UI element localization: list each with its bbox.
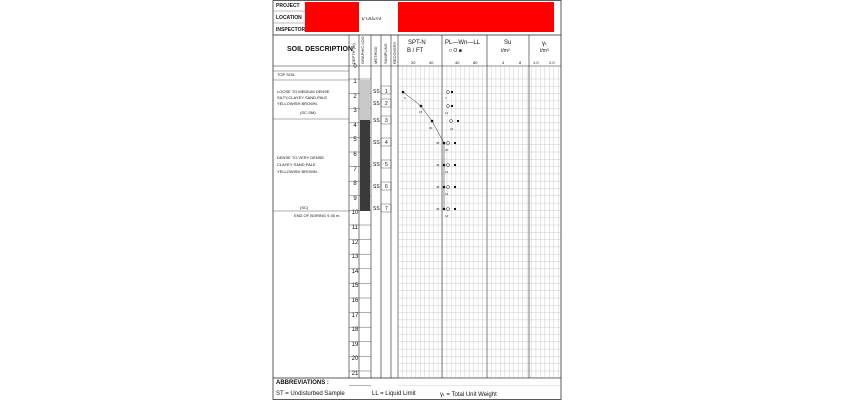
wn-value-2: 12 (445, 111, 449, 115)
sample-box-1 (381, 86, 391, 94)
spt-scale-20: 20 (411, 60, 416, 65)
depth-4: 4 (353, 123, 357, 129)
sample-6-method: SS (373, 184, 380, 190)
sample-1-no: 1 (385, 89, 388, 95)
layer2-line2: CLAYEY SAND,PALE (277, 162, 316, 167)
depth-0: 0 (353, 64, 357, 70)
wn-value-1: 7 (445, 96, 447, 100)
ll-point-6 (454, 186, 456, 188)
sample-1-method: SS (373, 89, 380, 95)
wn-point-3 (450, 120, 453, 123)
spt-value-4: 48 (436, 141, 440, 145)
spt-point-2 (420, 105, 423, 108)
wn-value-4: 20 (445, 148, 449, 152)
spt-point-6 (443, 186, 446, 189)
pl-title: PL—Wn—LL (445, 40, 481, 46)
spt-value-2: 15 (419, 110, 423, 114)
location-partial-text: บางปะกง (361, 16, 381, 22)
sample-5-method: SS (373, 162, 380, 168)
sample-box-3 (381, 116, 391, 124)
sampling-header: SAMPLING (383, 43, 388, 64)
wn-value-3: 23 (450, 127, 454, 131)
su-scale-4: 4 (502, 60, 505, 65)
depth-9: 9 (353, 196, 357, 202)
sample-6-no: 6 (385, 184, 388, 190)
abbreviations-title: ABBREVIATIONS : (276, 380, 329, 386)
location-label: LOCATION (276, 15, 302, 21)
abbrev-gt: γₜ = Total Unit Weight (440, 392, 497, 398)
spt-point-1 (402, 91, 405, 94)
pl-symbols: □ O ■ (449, 48, 462, 54)
depth-10: 10 (351, 210, 359, 216)
layer2-line1: DENSE TO VERY DENSE (277, 155, 325, 160)
spt-value-5: 48 (436, 163, 440, 167)
depth-5: 5 (353, 137, 357, 143)
su-scale-8: 8 (519, 60, 522, 65)
layer1-line2: SILTY,CLAYEY SAND,PALE (277, 95, 328, 100)
depth-11: 11 (351, 225, 359, 231)
layer1-line4: (SC-SM) (300, 110, 316, 115)
sample-box-5 (381, 160, 391, 168)
su-units: t/m² (501, 48, 510, 54)
gt-units: t/m³ (540, 48, 549, 54)
project-label: PROJECT (276, 3, 300, 9)
spt-point-3 (431, 120, 434, 123)
wn-value-7: 12 (445, 214, 449, 218)
spt-value-6: 48 (436, 185, 440, 189)
depth-16: 16 (351, 298, 359, 304)
spt-value-7: 48 (436, 207, 440, 211)
sample-box-6 (381, 182, 391, 190)
spt-point-4 (443, 142, 446, 145)
depth-21: 21 (351, 371, 359, 377)
sample-3-no: 3 (385, 118, 388, 124)
graphic-log-clayey-sand (360, 120, 370, 211)
depth-8: 8 (353, 181, 357, 187)
wn-point-2 (447, 105, 450, 108)
layer-top-soil: TOP SOIL (277, 72, 296, 77)
spt-units: B / FT (407, 48, 424, 54)
abbrev-ll: LL = Liquid Limit (372, 391, 416, 397)
layer1-line1: LOOSE TO MEDIUM DENSE (277, 89, 330, 94)
wn-point-5 (447, 164, 450, 167)
soil-description-header: SOIL DESCRIPTION (287, 46, 353, 53)
layer2-line3: YELLOWISH BROWN. (277, 169, 318, 174)
spt-title: SPT-N (408, 40, 426, 46)
wn-point-7 (447, 208, 450, 211)
depth-2: 2 (353, 94, 357, 100)
abbrev-st: ST = Undisturbed Sample (276, 391, 345, 397)
depth-6: 6 (353, 152, 357, 158)
spt-value-1: 6 (404, 96, 406, 100)
sheet-border (273, 1, 561, 400)
gt-scale-2: 2.0 (549, 60, 555, 65)
end-of-boring: END OF BORING 9.45 m. (294, 213, 341, 218)
spt-point-7 (443, 208, 446, 211)
depth-12: 12 (351, 240, 359, 246)
pl-scale-40: 40 (455, 60, 460, 65)
sample-box-2 (381, 99, 391, 107)
depth-15: 15 (351, 283, 359, 289)
depth-14: 14 (351, 269, 359, 275)
sample-2-no: 2 (385, 101, 388, 107)
depth-header: DEPTH (m) (351, 43, 356, 64)
depth-7: 7 (353, 167, 357, 173)
sample-2-method: SS (373, 101, 380, 107)
sample-5-no: 5 (385, 162, 388, 168)
wn-point-6 (447, 186, 450, 189)
graphic-log-header: GRAPHIC LOG (360, 36, 365, 64)
depth-3: 3 (353, 108, 357, 114)
ll-point-1 (451, 91, 453, 93)
ll-point-2 (451, 105, 453, 107)
sample-box-4 (381, 138, 391, 146)
depth-13: 13 (351, 254, 359, 260)
depth-1: 1 (353, 79, 357, 85)
su-title: Su (504, 40, 512, 46)
ll-point-4 (454, 142, 456, 144)
spt-profile-line (403, 92, 444, 209)
depth-19: 19 (351, 342, 359, 348)
graphic-log-silty-sand (360, 80, 370, 120)
ll-point-3 (457, 120, 459, 122)
ll-point-7 (454, 208, 456, 210)
ll-point-5 (454, 164, 456, 166)
spt-value-3: 30 (429, 126, 433, 130)
wn-point-1 (447, 91, 450, 94)
layer1-line3: YELLOWISH BROWN. (277, 101, 318, 106)
spt-scale-40: 40 (429, 60, 434, 65)
sample-7-no: 7 (385, 206, 388, 212)
sample-3-method: SS (373, 118, 380, 124)
depth-17: 17 (351, 313, 359, 319)
sample-7-method: SS (373, 206, 380, 212)
gt-title: γₜ (542, 41, 547, 47)
method-header: METHOD (373, 46, 378, 64)
depth-18: 18 (351, 327, 359, 333)
sample-box-7 (381, 204, 391, 212)
spt-point-5 (443, 164, 446, 167)
wn-point-4 (447, 142, 450, 145)
gt-scale-1: 1.0 (533, 60, 539, 65)
sample-4-method: SS (373, 140, 380, 146)
pl-scale-80: 80 (473, 60, 478, 65)
wn-value-6: 14 (445, 192, 449, 196)
layer2-line4: (SC) (300, 205, 309, 210)
depth-20: 20 (351, 356, 359, 362)
sample-4-no: 4 (385, 140, 388, 146)
recovery-header: RECOVERY (392, 41, 397, 64)
inspector-label: INSPECTOR (276, 27, 306, 33)
wn-value-5: 14 (445, 170, 449, 174)
